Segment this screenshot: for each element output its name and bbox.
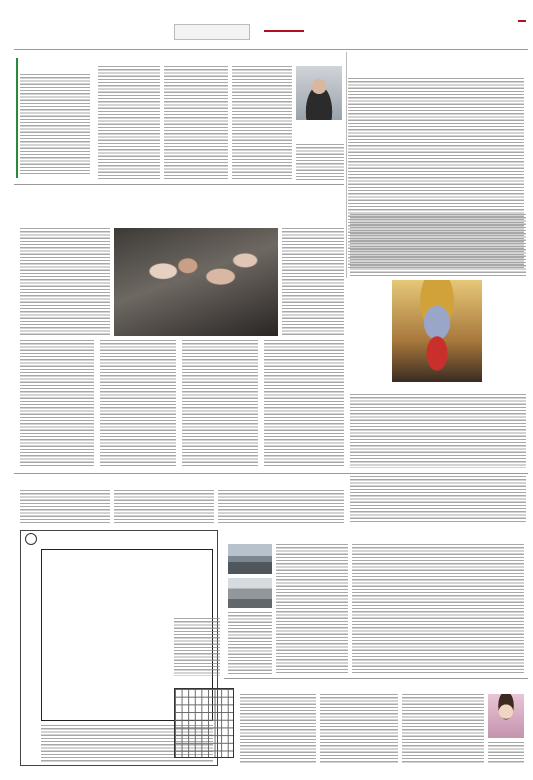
crossword-clues-right [174,618,220,676]
lead-body-right-2 [350,394,526,468]
street-photo-1 [228,544,272,574]
lead-body-1 [282,228,344,336]
bottom-right-body-1 [240,694,316,764]
lead-body-6 [264,340,344,468]
corona-story-body-1 [296,144,344,180]
page-header [14,18,528,50]
section-label [174,24,250,40]
sudoku-grid [174,688,234,758]
bottom-center-body-2 [352,544,524,674]
page-number [16,20,30,38]
bottom-right-body-3 [402,694,484,764]
lead-body-4 [100,340,176,468]
mid-left-body-3 [218,490,344,524]
lead-photo-crowd [114,228,278,336]
lead-body-2 [20,228,110,336]
street-photo-2 [228,578,272,608]
lead-body-5 [182,340,258,468]
mid-left-body-1 [20,490,110,524]
lead-body-3 [20,340,94,468]
corona-story-body-2 [232,66,292,180]
crossword-logo-icon [25,533,37,545]
side-box-body [20,74,90,174]
logo-bar [264,30,304,32]
mid-left-body-2 [114,490,214,524]
side-box [16,58,92,178]
corona-story-body-4 [98,66,160,180]
mid-right-body [350,476,526,524]
column-rule [346,52,347,278]
bottom-right-body-2 [320,694,398,764]
bottom-center-body-3 [228,612,272,674]
divider [14,473,528,474]
bottom-right-body-4 [488,742,524,764]
bottom-center-body-1 [276,544,348,674]
divider [14,184,344,185]
story-photo-woman [296,66,342,120]
divider [224,678,528,679]
newspaper-page [14,18,528,770]
column-tag [518,20,526,22]
lead-photo-mask [392,280,482,382]
girl-photo [488,694,524,738]
lead-body-right-1 [350,214,526,276]
corona-story-body-3 [164,66,228,180]
